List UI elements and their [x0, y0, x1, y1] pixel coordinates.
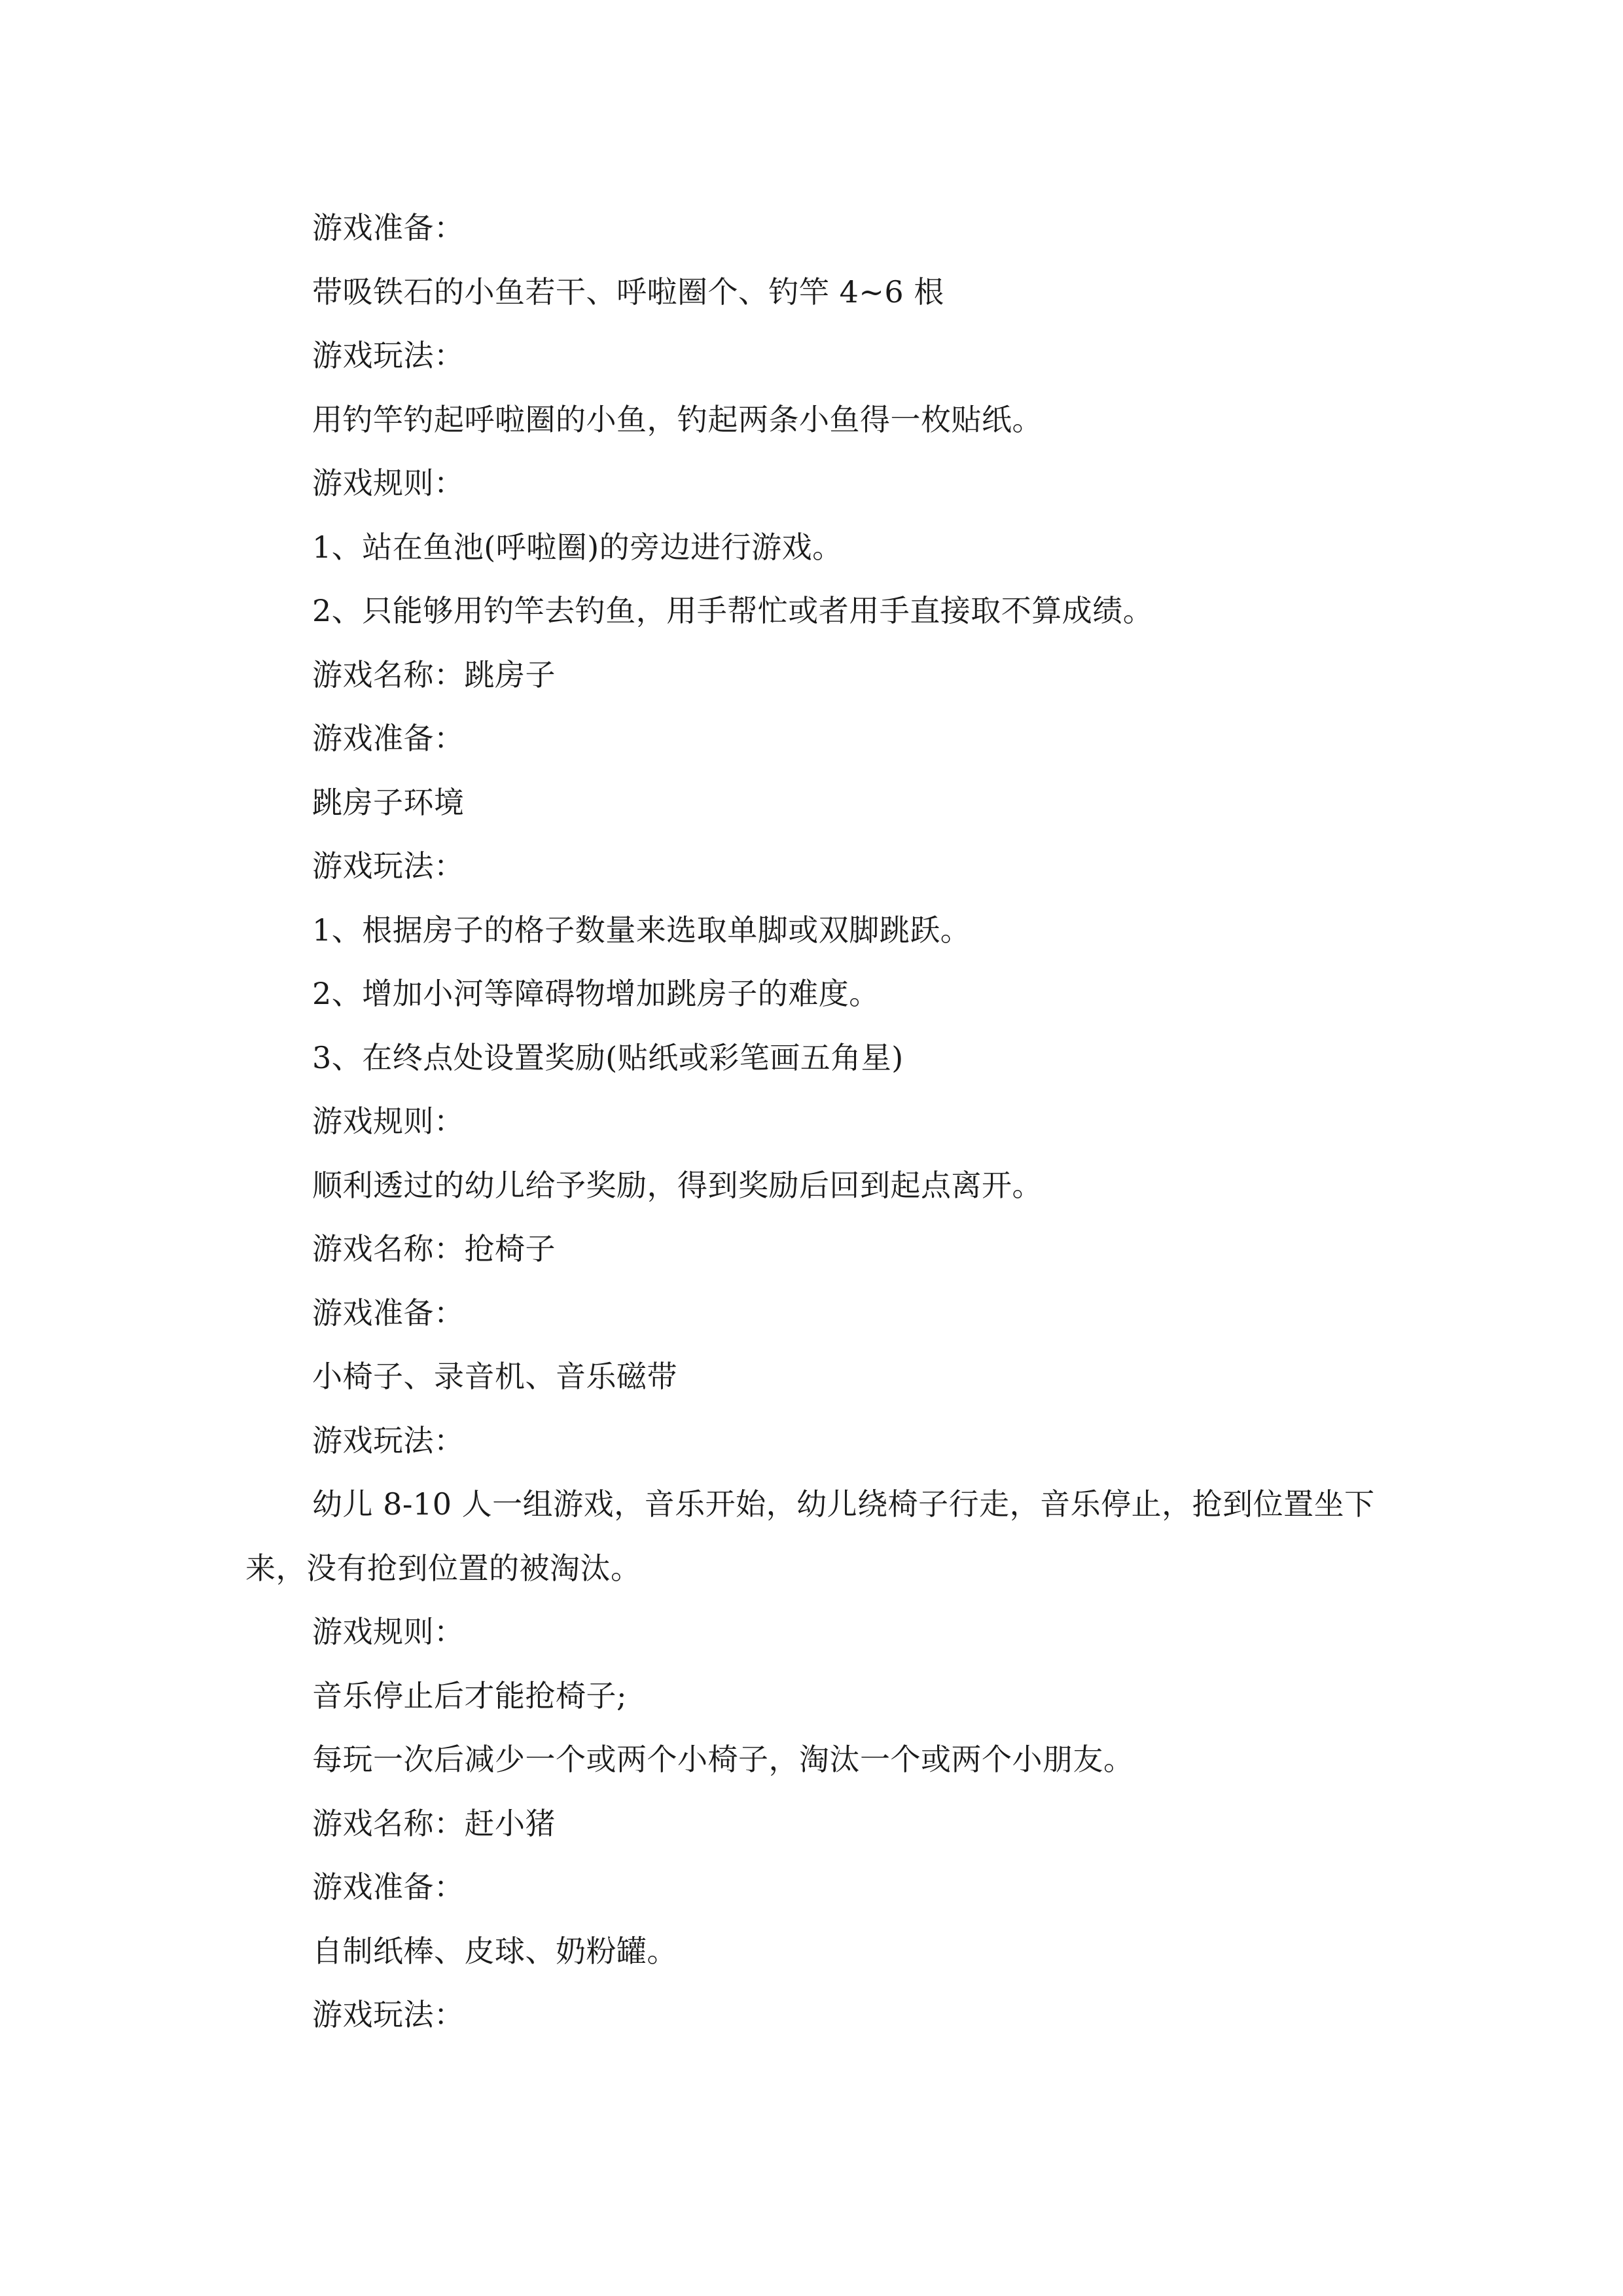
paragraph: 小椅子、录音机、音乐磁带: [312, 1359, 677, 1394]
paragraph: 自制纸棒、皮球、奶粉罐。: [312, 1933, 677, 1969]
paragraph: 带吸铁石的小鱼若干、呼啦圈个、钓竿 4~6 根: [312, 274, 944, 310]
paragraph: 1、站在鱼池(呼啦圈)的旁边进行游戏。: [312, 529, 843, 565]
paragraph: 音乐停止后才能抢椅子;: [312, 1677, 627, 1713]
paragraph: 游戏玩法：: [312, 1997, 465, 2032]
paragraph: 幼儿 8-10 人一组游戏，音乐开始，幼儿绕椅子行走，音乐停止，抢到位置坐下来，没有抢到位置的被淘汰。: [245, 1486, 1375, 1586]
paragraph: 游戏规则：: [312, 1614, 465, 1649]
paragraph: 每玩一次后减少一个或两个小椅子，淘汰一个或两个小朋友。: [312, 1742, 1134, 1777]
section-heading: 游戏名称：赶小猪: [312, 1805, 556, 1841]
paragraph: 跳房子环境: [312, 784, 465, 820]
paragraph: 游戏准备：: [312, 721, 465, 756]
paragraph: 游戏准备：: [312, 210, 465, 245]
paragraph: 3、在终点处设置奖励(贴纸或彩笔画五角星): [312, 1039, 904, 1075]
paragraph: 2、增加小河等障碍物增加跳房子的难度。: [312, 976, 880, 1011]
paragraph: 游戏准备：: [312, 1869, 465, 1905]
section-heading: 游戏名称：抢椅子: [312, 1231, 556, 1266]
document-body: [245, 196, 1378, 2047]
paragraph: 游戏玩法：: [312, 1422, 465, 1458]
paragraph: 2、只能够用钓竿去钓鱼，用手帮忙或者用手直接取不算成绩。: [312, 593, 1154, 628]
paragraph: 游戏准备：: [312, 1295, 465, 1331]
paragraph: 游戏规则：: [312, 465, 465, 501]
paragraph: 游戏规则：: [312, 1103, 465, 1139]
section-heading: 游戏名称：跳房子: [312, 656, 556, 692]
paragraph: 游戏玩法：: [312, 338, 465, 373]
paragraph: 用钓竿钓起呼啦圈的小鱼，钓起两条小鱼得一枚贴纸。: [312, 401, 1043, 437]
paragraph: 顺利透过的幼儿给予奖励，得到奖励后回到起点离开。: [312, 1167, 1043, 1203]
paragraph: 游戏玩法：: [312, 848, 465, 884]
paragraph: 1、根据房子的格子数量来选取单脚或双脚跳跃。: [312, 912, 971, 948]
